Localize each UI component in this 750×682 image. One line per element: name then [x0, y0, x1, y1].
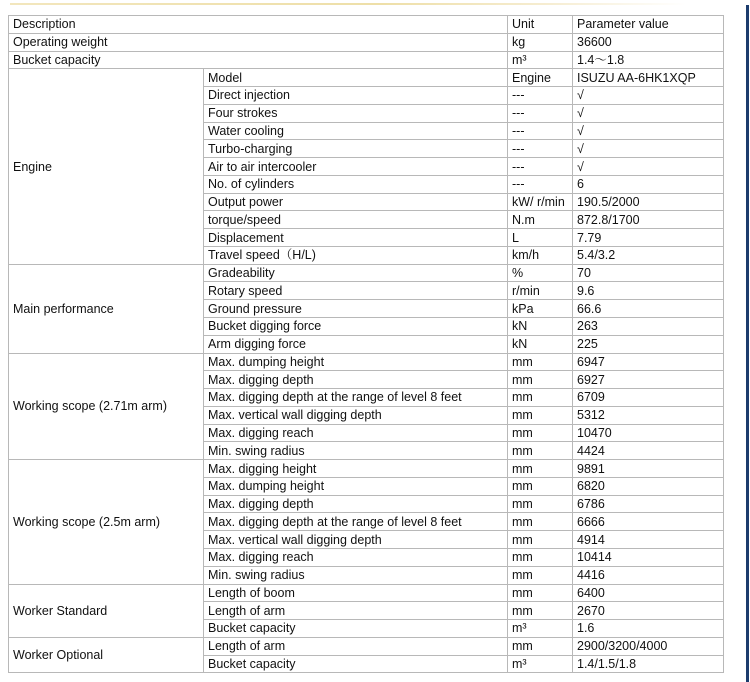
unit-cell: mm — [508, 442, 573, 460]
header-description-cell: Description — [9, 16, 508, 34]
unit-cell: mm — [508, 353, 573, 371]
right-accent-stripe — [746, 5, 749, 682]
value-cell: 36600 — [573, 33, 724, 51]
unit-cell: Engine — [508, 69, 573, 87]
value-cell: 6709 — [573, 389, 724, 407]
item-cell: Max. digging height — [204, 460, 508, 478]
item-cell: Water cooling — [204, 122, 508, 140]
value-cell: √ — [573, 140, 724, 158]
value-cell: 1.4～1.8 — [573, 51, 724, 69]
unit-cell: --- — [508, 158, 573, 176]
item-cell: torque/speed — [204, 211, 508, 229]
section-cell: Worker Optional — [9, 637, 204, 673]
description-cell: Bucket capacity — [9, 51, 508, 69]
unit-cell: --- — [508, 87, 573, 105]
table-row — [9, 353, 724, 371]
unit-cell: --- — [508, 104, 573, 122]
value-cell: √ — [573, 87, 724, 105]
table-header-row — [9, 16, 724, 34]
value-cell: 9.6 — [573, 282, 724, 300]
unit-cell: % — [508, 264, 573, 282]
unit-cell: mm — [508, 371, 573, 389]
item-cell: Max. dumping height — [204, 353, 508, 371]
top-accent-divider — [10, 3, 686, 5]
item-cell: Four strokes — [204, 104, 508, 122]
spec-table-body — [9, 16, 724, 673]
unit-cell: mm — [508, 548, 573, 566]
unit-cell: m³ — [508, 620, 573, 638]
value-cell: ISUZU AA-6HK1XQP — [573, 69, 724, 87]
unit-cell: mm — [508, 460, 573, 478]
unit-cell: kN — [508, 318, 573, 336]
unit-cell: mm — [508, 531, 573, 549]
value-cell: 4914 — [573, 531, 724, 549]
table-row — [9, 33, 724, 51]
item-cell: Travel speed（H/L) — [204, 246, 508, 264]
unit-cell: mm — [508, 566, 573, 584]
unit-cell: kN — [508, 335, 573, 353]
item-cell: Length of boom — [204, 584, 508, 602]
unit-cell: kW/ r/min — [508, 193, 573, 211]
item-cell: Air to air intercooler — [204, 158, 508, 176]
value-cell: 263 — [573, 318, 724, 336]
unit-cell: mm — [508, 513, 573, 531]
value-cell: 6786 — [573, 495, 724, 513]
item-cell: Max. digging depth — [204, 371, 508, 389]
item-cell: Ground pressure — [204, 300, 508, 318]
item-cell: Model — [204, 69, 508, 87]
unit-cell: mm — [508, 495, 573, 513]
section-cell: Working scope (2.71m arm) — [9, 353, 204, 460]
unit-cell: --- — [508, 122, 573, 140]
item-cell: Gradeability — [204, 264, 508, 282]
value-cell: 10414 — [573, 548, 724, 566]
table-row — [9, 264, 724, 282]
header-unit-cell: Unit — [508, 16, 573, 34]
section-cell: Main performance — [9, 264, 204, 353]
unit-cell: kg — [508, 33, 573, 51]
value-cell: 6927 — [573, 371, 724, 389]
unit-cell: --- — [508, 175, 573, 193]
table-row — [9, 584, 724, 602]
unit-cell: m³ — [508, 51, 573, 69]
value-cell: 2670 — [573, 602, 724, 620]
section-cell: Working scope (2.5m arm) — [9, 460, 204, 584]
unit-cell: mm — [508, 584, 573, 602]
value-cell: 4416 — [573, 566, 724, 584]
unit-cell: --- — [508, 140, 573, 158]
unit-cell: m³ — [508, 655, 573, 673]
section-cell: Worker Standard — [9, 584, 204, 637]
value-cell: 6947 — [573, 353, 724, 371]
item-cell: Bucket capacity — [204, 655, 508, 673]
unit-cell: L — [508, 229, 573, 247]
value-cell: 1.6 — [573, 620, 724, 638]
value-cell: 7.79 — [573, 229, 724, 247]
unit-cell: mm — [508, 406, 573, 424]
unit-cell: mm — [508, 424, 573, 442]
value-cell: 872.8/1700 — [573, 211, 724, 229]
table-row — [9, 51, 724, 69]
value-cell: 6 — [573, 175, 724, 193]
table-row — [9, 460, 724, 478]
item-cell: No. of cylinders — [204, 175, 508, 193]
value-cell: 10470 — [573, 424, 724, 442]
item-cell: Arm digging force — [204, 335, 508, 353]
unit-cell: r/min — [508, 282, 573, 300]
table-row — [9, 637, 724, 655]
item-cell: Turbo-charging — [204, 140, 508, 158]
item-cell: Min. swing radius — [204, 566, 508, 584]
value-cell: 1.4/1.5/1.8 — [573, 655, 724, 673]
section-cell: Engine — [9, 69, 204, 264]
value-cell: 5.4/3.2 — [573, 246, 724, 264]
value-cell: 6666 — [573, 513, 724, 531]
value-cell: 5312 — [573, 406, 724, 424]
item-cell: Length of arm — [204, 637, 508, 655]
item-cell: Length of arm — [204, 602, 508, 620]
value-cell: 6820 — [573, 477, 724, 495]
spec-table — [8, 15, 724, 673]
value-cell: 190.5/2000 — [573, 193, 724, 211]
unit-cell: N.m — [508, 211, 573, 229]
unit-cell: km/h — [508, 246, 573, 264]
item-cell: Rotary speed — [204, 282, 508, 300]
unit-cell: mm — [508, 637, 573, 655]
item-cell: Output power — [204, 193, 508, 211]
value-cell: 4424 — [573, 442, 724, 460]
item-cell: Max. digging depth at the range of level 8 feet — [204, 513, 508, 531]
item-cell: Bucket capacity — [204, 620, 508, 638]
unit-cell: mm — [508, 477, 573, 495]
header-value-cell: Parameter value — [573, 16, 724, 34]
item-cell: Max. digging depth at the range of level 8 feet — [204, 389, 508, 407]
value-cell: 2900/3200/4000 — [573, 637, 724, 655]
item-cell: Max. digging depth — [204, 495, 508, 513]
item-cell: Max. digging reach — [204, 424, 508, 442]
item-cell: Direct injection — [204, 87, 508, 105]
unit-cell: mm — [508, 602, 573, 620]
item-cell: Bucket digging force — [204, 318, 508, 336]
item-cell: Max. dumping height — [204, 477, 508, 495]
unit-cell: mm — [508, 389, 573, 407]
unit-cell: kPa — [508, 300, 573, 318]
value-cell: 66.6 — [573, 300, 724, 318]
item-cell: Max. vertical wall digging depth — [204, 406, 508, 424]
item-cell: Min. swing radius — [204, 442, 508, 460]
value-cell: 225 — [573, 335, 724, 353]
value-cell: 9891 — [573, 460, 724, 478]
value-cell: √ — [573, 104, 724, 122]
item-cell: Max. digging reach — [204, 548, 508, 566]
table-row — [9, 69, 724, 87]
value-cell: √ — [573, 158, 724, 176]
item-cell: Displacement — [204, 229, 508, 247]
value-cell: 70 — [573, 264, 724, 282]
description-cell: Operating weight — [9, 33, 508, 51]
value-cell: 6400 — [573, 584, 724, 602]
value-cell: √ — [573, 122, 724, 140]
item-cell: Max. vertical wall digging depth — [204, 531, 508, 549]
